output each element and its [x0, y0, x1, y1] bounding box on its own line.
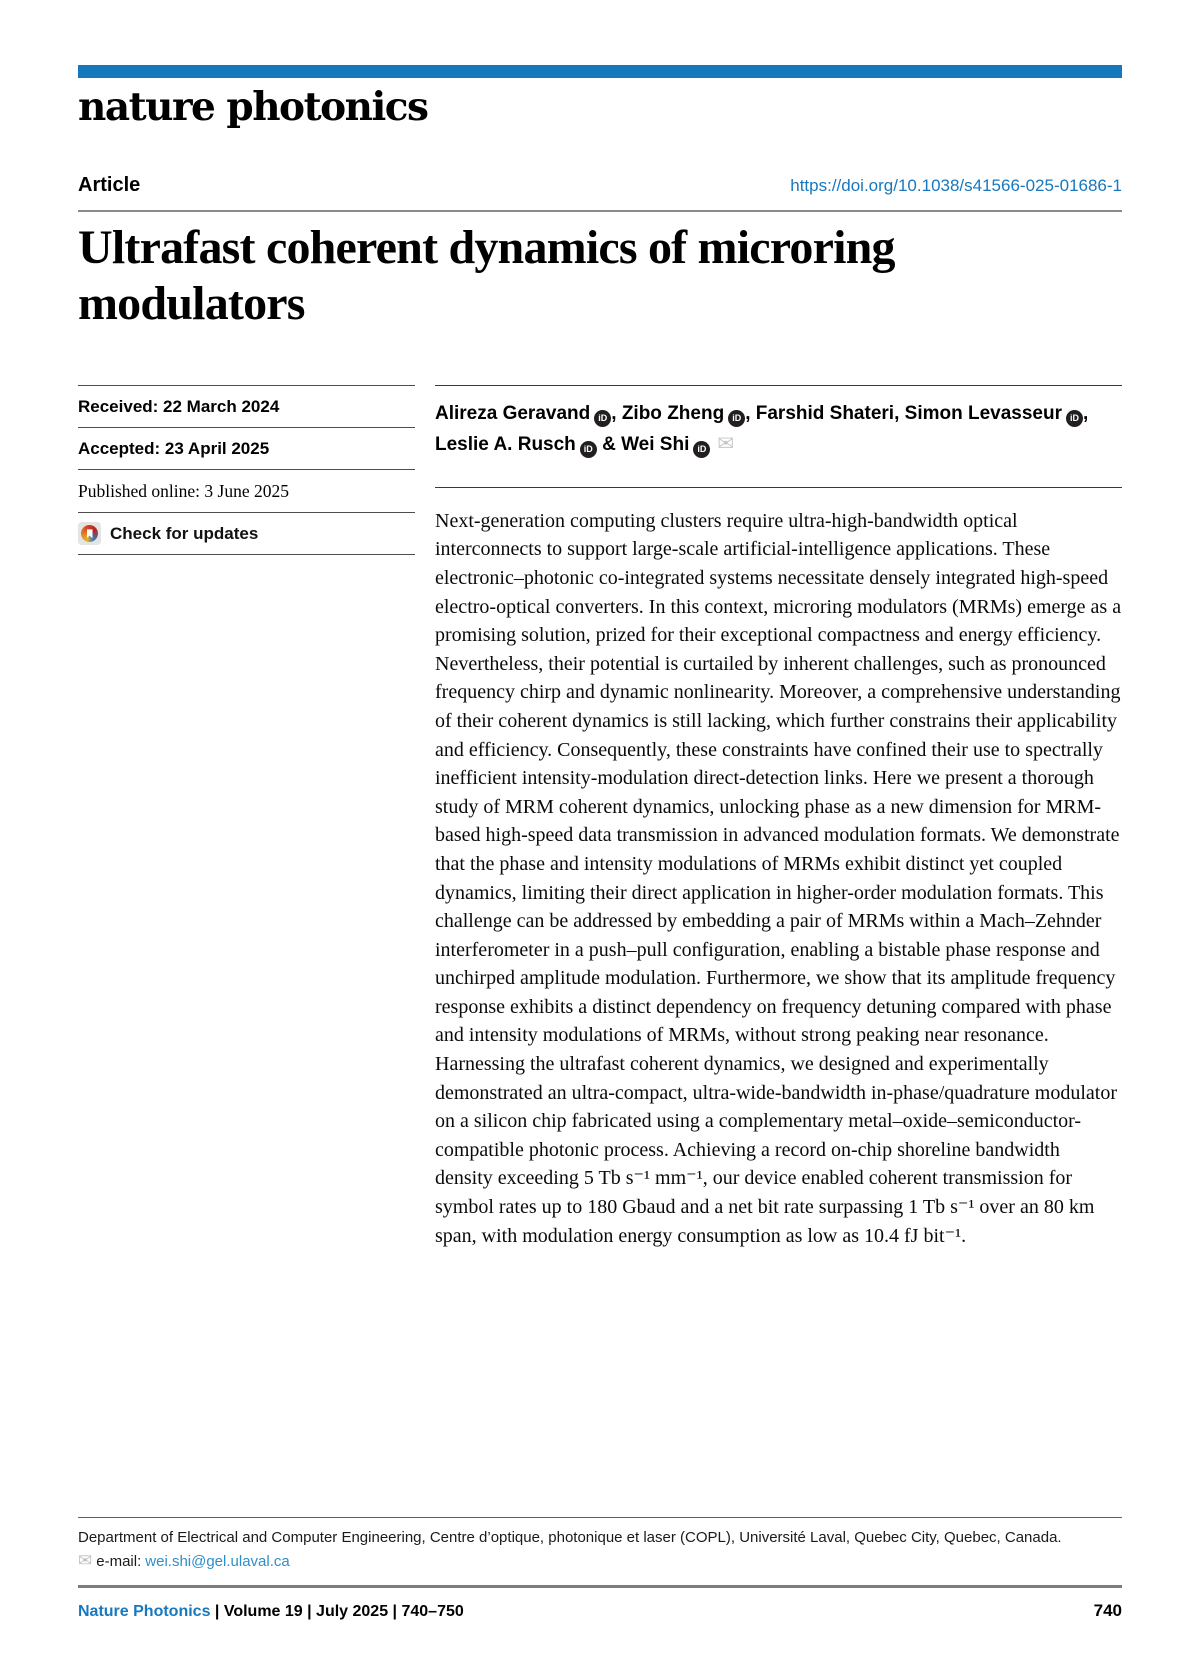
crossmark-bookmark-icon	[81, 525, 98, 542]
journal-name-link[interactable]: Nature Photonics	[78, 1603, 211, 1620]
orcid-icon[interactable]: iD	[693, 441, 710, 458]
author-name: Simon Levasseur	[904, 403, 1062, 425]
journal-logo: nature photonics	[78, 84, 428, 130]
sidebar-history-items	[78, 385, 415, 512]
author-name: Zibo Zheng	[621, 403, 725, 425]
author-separator: ,	[745, 403, 756, 425]
sidebar	[78, 385, 415, 1250]
article-header-row	[78, 174, 1122, 197]
main-columns	[78, 385, 1122, 1250]
crossmark-icon	[78, 522, 101, 545]
article-body-column	[435, 385, 1122, 1250]
page-content	[78, 65, 1122, 1250]
journal-citation-line	[78, 1603, 464, 1621]
author-separator: ,	[1082, 403, 1089, 425]
authors-line	[435, 385, 1122, 459]
email-line	[78, 1551, 1122, 1571]
sidebar-history-item: Published online: 3 June 2025	[78, 469, 415, 512]
title-divider	[78, 210, 1122, 212]
author-separator: ,	[611, 403, 622, 425]
sidebar-history-item: Received: 22 March 2024	[78, 385, 415, 427]
corresponding-author-envelope-icon[interactable]: ✉	[717, 432, 735, 455]
affiliation-text: Department of Electrical and Computer Engineering, Centre d’optique, photonique et laser (COPL), Université Laval, Quebec City, Quebec, Canada.	[78, 1529, 1062, 1546]
email-label: e-mail:	[96, 1552, 142, 1570]
email-link[interactable]: wei.shi@gel.ulaval.ca	[145, 1552, 290, 1570]
orcid-icon[interactable]: iD	[728, 410, 745, 427]
author-name: Wei Shi	[621, 433, 690, 455]
footer-affiliation-block	[78, 1517, 1122, 1571]
sidebar-history-item: Accepted: 23 April 2025	[78, 427, 415, 469]
brand-bar	[78, 65, 1122, 78]
author-separator: &	[596, 433, 622, 455]
author-name: Alireza Geravand	[435, 403, 591, 425]
doi-link[interactable]: https://doi.org/10.1038/s41566-025-01686-1	[790, 176, 1122, 195]
author-name: Farshid Shateri	[755, 403, 895, 425]
page-title: Ultrafast coherent dynamics of microring modulators	[78, 221, 895, 330]
abstract-text: Next-generation computing clusters require ultra-high-bandwidth optical interconnects to support large-scale artificial-intelligence applications. These electronic–photonic co-integrated systems necessitate densely integrated high-speed electro-optical converters. In this context, microring modulators (MRMs) emerge as a promising solution, prized for their exceptional compactness and energy efficiency. Nevertheless, their potential is curtailed by inherent challenges, such as pronounced frequency chirp and dynamic nonlinearity. Moreover, a comprehensive understanding of their coherent dynamics is still lacking, which further constrains their applicability and efficiency. Consequently, these constraints have confined their use to spectrally inefficient intensity-modulation direct-detection links. Here we present a thorough study of MRM coherent dynamics, unlocking phase as a new dimension for MRM-based high-speed data transmission in advanced modulation formats. We demonstrate that the phase and intensity modulations of MRMs exhibit distinct yet coupled dynamics, limiting their direct application in higher-order modulation formats. This challenge can be addressed by embedding a pair of MRMs within a Mach–Zehnder interferometer in a push–pull configuration, enabling a bistable phase response and unchirped amplitude modulation. Furthermore, we show that its amplitude frequency response exhibits a distinct dependency on frequency detuning compared with phase and intensity modulations of MRMs, without strong peaking near resonance. Harnessing the ultrafast coherent dynamics, we designed and experimentally demonstrated an ultra-compact, ultra-wide-bandwidth in-phase/quadrature modulator on a silicon chip fabricated using a complementary metal–oxide–semiconductor-compatible photonic process. Achieving a record on-chip shoreline bandwidth density exceeding 5 Tb s⁻¹ mm⁻¹, our device enabled coherent transmission for symbol rates up to 180 Gbaud and a net bit rate surpassing 1 Tb s⁻¹ over an 80 km span, with modulation energy consumption as low as 10.4 fJ bit⁻¹.	[435, 487, 1122, 1250]
citation-meta: | Volume 19 | July 2025 | 740–750	[210, 1603, 464, 1620]
orcid-icon[interactable]: iD	[594, 410, 611, 427]
check-for-updates-label: Check for updates	[110, 523, 259, 543]
orcid-icon[interactable]: iD	[580, 441, 597, 458]
envelope-icon: ✉	[78, 1551, 93, 1570]
orcid-icon[interactable]: iD	[1066, 410, 1083, 427]
bottom-bar	[78, 1585, 1122, 1621]
author-name: Leslie A. Rusch	[435, 433, 576, 455]
check-for-updates-button[interactable]	[78, 512, 415, 555]
page-number: 740	[1093, 1601, 1122, 1620]
author-separator: ,	[894, 403, 905, 425]
article-type-label: Article	[78, 174, 141, 196]
